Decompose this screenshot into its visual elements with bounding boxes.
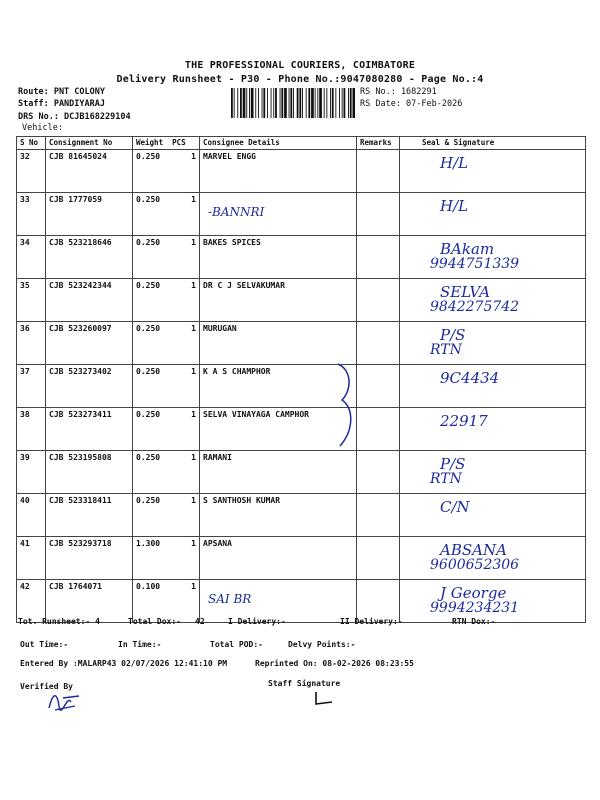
total-dox-label: Total Dox:- <box>128 617 181 626</box>
weight-value: 0.250 <box>136 324 161 333</box>
weight-pcs-cell <box>133 408 200 451</box>
consignee-cell <box>200 537 357 580</box>
col-sno: S No <box>17 137 46 150</box>
remarks-cell <box>357 537 400 580</box>
table-row <box>17 537 586 580</box>
consignee-name: DR C J SELVAKUMAR <box>203 281 285 290</box>
sno-cell: 42 <box>17 580 46 623</box>
table-row <box>17 150 586 193</box>
handwritten-signature: BAkam <box>440 240 495 258</box>
weight-value: 0.250 <box>136 281 161 290</box>
signature-cell <box>400 279 586 322</box>
consignment-cell: CJB 523242344 <box>46 279 133 322</box>
signature-cell <box>400 494 586 537</box>
ii-delivery: II Delivery:- <box>340 617 403 626</box>
signature-cell <box>400 193 586 236</box>
weight-value: 0.250 <box>136 238 161 247</box>
pcs-value: 1 <box>191 410 196 419</box>
route-label: Route: PNT COLONY <box>18 87 105 97</box>
rs-number: RS No.: 1682291 <box>360 87 437 97</box>
consignment-cell: CJB 523260097 <box>46 322 133 365</box>
col-weight-pcs <box>133 137 200 150</box>
signature-cell <box>400 322 586 365</box>
remarks-cell <box>357 279 400 322</box>
table-row <box>17 408 586 451</box>
handwritten-consignee: -BANNRI <box>208 205 265 219</box>
pcs-value: 1 <box>191 281 196 290</box>
verifier-signature <box>45 688 85 714</box>
table-row <box>17 193 586 236</box>
pcs-value: 1 <box>191 539 196 548</box>
handwritten-phone: 9600652306 <box>430 557 520 573</box>
weight-pcs-cell <box>133 150 200 193</box>
table-row <box>17 322 586 365</box>
sno-cell: 36 <box>17 322 46 365</box>
consignment-cell: CJB 523273402 <box>46 365 133 408</box>
consignee-cell <box>200 322 357 365</box>
handwritten-phone: 9944751339 <box>430 256 520 272</box>
consignment-cell: CJB 1777059 <box>46 193 133 236</box>
remarks-cell <box>357 193 400 236</box>
brace-mark <box>330 360 360 450</box>
weight-value: 0.250 <box>136 195 161 204</box>
barcode-image <box>230 88 355 118</box>
consignee-cell <box>200 451 357 494</box>
col-consignee: Consignee Details <box>200 137 357 150</box>
pcs-value: 1 <box>191 324 196 333</box>
weight-value: 0.100 <box>136 582 161 591</box>
col-seal-signature: Seal & Signature <box>400 137 586 150</box>
sno-cell: 37 <box>17 365 46 408</box>
col-remarks: Remarks <box>357 137 400 150</box>
col-pcs: PCS <box>172 138 186 147</box>
consignment-cell: CJB 523195808 <box>46 451 133 494</box>
consignee-cell <box>200 494 357 537</box>
table-row <box>17 365 586 408</box>
sno-cell: 35 <box>17 279 46 322</box>
sno-cell: 32 <box>17 150 46 193</box>
sno-cell: 40 <box>17 494 46 537</box>
consignee-name: K A S CHAMPHOR <box>203 367 271 376</box>
weight-pcs-cell <box>133 365 200 408</box>
weight-value: 0.250 <box>136 496 161 505</box>
total-dox-value: 42 <box>195 617 205 626</box>
handwritten-consignee: SAI BR <box>208 592 252 606</box>
remarks-cell <box>357 365 400 408</box>
weight-pcs-cell <box>133 279 200 322</box>
sno-cell: 33 <box>17 193 46 236</box>
remarks-cell <box>357 494 400 537</box>
handwritten-signature: 22917 <box>440 412 488 430</box>
entered-by: Entered By :MALARP43 02/07/2026 12:41:10 PM <box>20 659 228 668</box>
company-name: THE PROFESSIONAL COURIERS, COIMBATORE <box>184 60 416 71</box>
handwritten-phone: RTN <box>430 471 462 487</box>
col-weight: Weight <box>136 138 164 147</box>
rs-date: RS Date: 07-Feb-2026 <box>360 99 463 109</box>
remarks-cell <box>357 408 400 451</box>
staff-signature-label: Staff Signature <box>268 679 341 688</box>
weight-pcs-cell <box>133 451 200 494</box>
sno-cell: 39 <box>17 451 46 494</box>
weight-value: 1.300 <box>136 539 161 548</box>
remarks-cell <box>357 150 400 193</box>
remarks-cell <box>357 451 400 494</box>
tot-runsheet: Tot. Runsheet:- 4 <box>18 617 100 626</box>
handwritten-phone: RTN <box>430 342 462 358</box>
signature-cell <box>400 537 586 580</box>
consignment-cell: CJB 1764071 <box>46 580 133 623</box>
consignee-name: APSANA <box>203 539 232 548</box>
consignee-cell <box>200 236 357 279</box>
runsheet-table <box>16 136 586 623</box>
signature-cell <box>400 236 586 279</box>
handwritten-signature: P/S <box>440 455 466 473</box>
handwritten-signature: C/N <box>440 498 470 516</box>
pcs-value: 1 <box>191 238 196 247</box>
pcs-value: 1 <box>191 152 196 161</box>
weight-pcs-cell <box>133 494 200 537</box>
signature-cell <box>400 150 586 193</box>
signature-cell <box>400 451 586 494</box>
col-consignment: Consignment No <box>46 137 133 150</box>
consignee-name: MURUGAN <box>203 324 237 333</box>
consignee-cell <box>200 193 357 236</box>
consignee-name: S SANTHOSH KUMAR <box>203 496 281 505</box>
handwritten-signature: SELVA <box>440 283 491 301</box>
pcs-value: 1 <box>191 367 196 376</box>
handwritten-signature: H/L <box>440 154 469 172</box>
consignment-cell: CJB 523273411 <box>46 408 133 451</box>
verified-by: Verified By <box>20 682 73 691</box>
consignee-name: BAKES SPICES <box>203 238 261 247</box>
pcs-value: 1 <box>191 582 196 591</box>
drs-number: DRS No.: DCJB168229104 <box>18 112 131 122</box>
runsheet-subtitle: Delivery Runsheet - P30 - Phone No.:9047080280 - Page No.:4 <box>116 74 484 85</box>
delvy-points: Delvy Points:- <box>288 640 356 649</box>
signature-cell <box>400 365 586 408</box>
consignee-name: RAMANI <box>203 453 232 462</box>
weight-pcs-cell <box>133 537 200 580</box>
pcs-value: 1 <box>191 195 196 204</box>
signature-cell <box>400 408 586 451</box>
table-row <box>17 279 586 322</box>
handwritten-signature: H/L <box>440 197 469 215</box>
weight-value: 0.250 <box>136 410 161 419</box>
rtn-dox: RTN Dox:- <box>452 617 496 626</box>
consignee-cell <box>200 150 357 193</box>
weight-pcs-cell <box>133 193 200 236</box>
remarks-cell <box>357 322 400 365</box>
reprinted-on: Reprinted On: 08-02-2026 08:23:55 <box>255 659 414 668</box>
weight-value: 0.250 <box>136 152 161 161</box>
pcs-value: 1 <box>191 496 196 505</box>
table-row <box>17 451 586 494</box>
weight-pcs-cell <box>133 322 200 365</box>
handwritten-signature: ABSANA <box>440 541 507 559</box>
i-delivery: I Delivery:- <box>228 617 286 626</box>
table-row <box>17 494 586 537</box>
consignment-cell: CJB 81645024 <box>46 150 133 193</box>
vehicle-label: Vehicle: <box>22 123 63 133</box>
consignee-name: SELVA VINAYAGA CAMPHOR <box>203 410 309 419</box>
handwritten-signature: P/S <box>440 326 466 344</box>
sno-cell: 41 <box>17 537 46 580</box>
staff-signature-mark <box>310 690 350 710</box>
sno-cell: 38 <box>17 408 46 451</box>
handwritten-phone: 9842275742 <box>430 299 520 315</box>
consignment-cell: CJB 523318411 <box>46 494 133 537</box>
handwritten-signature: 9C4434 <box>440 369 500 387</box>
handwritten-signature: J George <box>440 584 507 602</box>
consignee-name: MARVEL ENGG <box>203 152 256 161</box>
table-header-row <box>17 137 586 150</box>
staff-label: Staff: PANDIYARAJ <box>18 99 105 109</box>
remarks-cell <box>357 236 400 279</box>
out-time: Out Time:- <box>20 640 69 649</box>
weight-value: 0.250 <box>136 367 161 376</box>
table-row <box>17 580 586 623</box>
consignment-cell: CJB 523218646 <box>46 236 133 279</box>
weight-value: 0.250 <box>136 453 161 462</box>
pcs-value: 1 <box>191 453 196 462</box>
sno-cell: 34 <box>17 236 46 279</box>
handwritten-phone: 9994234231 <box>430 600 520 616</box>
total-pod: Total POD:- <box>210 640 263 649</box>
consignment-cell: CJB 523293718 <box>46 537 133 580</box>
table-row <box>17 236 586 279</box>
consignee-cell <box>200 279 357 322</box>
weight-pcs-cell <box>133 236 200 279</box>
in-time: In Time:- <box>118 640 162 649</box>
